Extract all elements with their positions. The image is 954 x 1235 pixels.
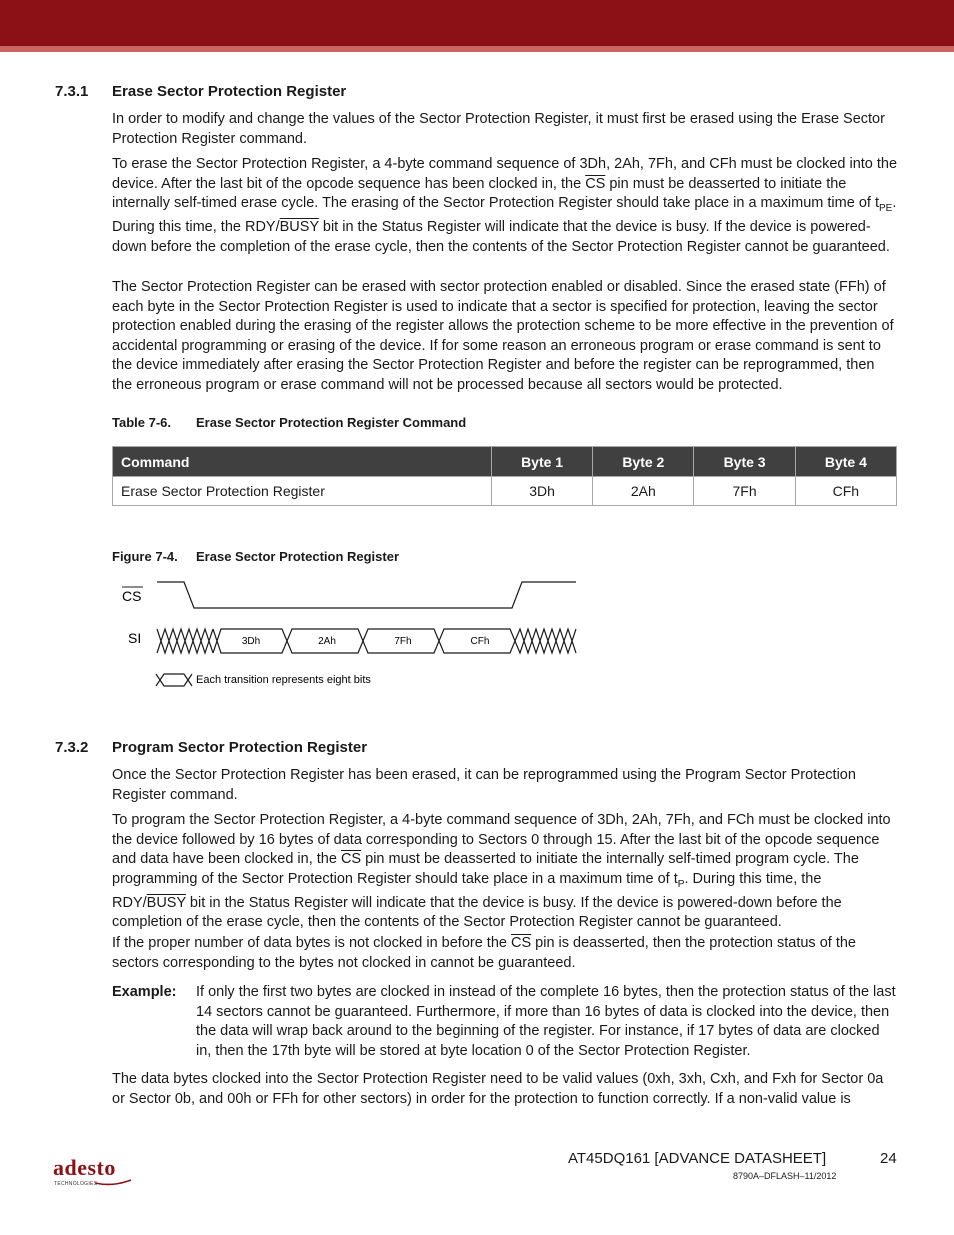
- byte-label: 2Ah: [318, 636, 336, 647]
- page-number: 24: [880, 1150, 897, 1167]
- header-bar: [0, 0, 954, 46]
- document-number: 8790A–DFLASH–11/2012: [733, 1171, 837, 1181]
- table-cell: Erase Sector Protection Register: [113, 477, 492, 506]
- cs-waveform: [157, 582, 576, 608]
- cs-signal-overline: $\overline{CS}$: [340, 851, 362, 867]
- example-label: Example:: [112, 984, 177, 1000]
- header-accent-bar: [0, 46, 954, 52]
- busy-signal-overline: BUSY: [279, 219, 319, 236]
- paragraph: Once the Sector Protection Register has been erased, it can be reprogrammed using the Program Sector Protection Register command.: [112, 767, 856, 803]
- si-leading-transitions: [157, 629, 213, 653]
- paragraph: [112, 934, 898, 973]
- footer-document-title: AT45DQ161 [ADVANCE DATASHEET]: [568, 1150, 827, 1167]
- cs-signal-overline: $\overline{CS}$: [585, 175, 606, 192]
- table-cell: 7Fh: [694, 477, 795, 506]
- si-trailing-transitions: [515, 629, 576, 653]
- legend-transition-symbol: [156, 674, 192, 686]
- cs-label: CS: [122, 588, 142, 604]
- logo-swoosh: [95, 1180, 131, 1184]
- command-table: [112, 446, 897, 506]
- text-run: . During this time, the RDY/: [112, 195, 897, 236]
- example-text: If only the first two bytes are clocked in instead of the complete 16 bytes, then the protection status of the last 14 sectors cannot be guaranteed. Furthermore, if more than 16 bytes of data is clocked into the device, then the data will wrap back around to the beginning of the register. For instance, if 17 bytes of data are clocked in, then the 17th byte will be stored at byte location 0 of the Sector Protection Register.: [196, 984, 896, 1059]
- section-number: 7.3.2: [55, 739, 89, 756]
- section-title: Program Sector Protection Register: [112, 739, 368, 756]
- table-caption-title: Erase Sector Protection Register Command: [196, 415, 467, 430]
- paragraph: The data bytes clocked into the Sector Protection Register need to be valid values (0xh, 3xh, Cxh, and Fxh for Sector 0a or Sector 0b, and 00h or FFh for other sectors) in order for the protection to function correctly. If a non-valid value is: [112, 1071, 884, 1107]
- table-header-cell: Command: [113, 447, 492, 477]
- section-number: 7.3.1: [55, 83, 89, 100]
- text-run: bit in the Status Register will indicate that the device is busy. If the device is powered-down before the completion of the erase cycle, then the contents of the Sector Protection Register cannot be guaranteed.: [112, 219, 890, 255]
- table-header-cell: Byte 3: [694, 447, 795, 477]
- text-run: To program the Sector Protection Register, a 4-byte command sequence of 3Dh, 2Ah, 7Fh, and FCh must be clocked into the device followed by 16 bytes of data corresponding to Sectors 0 through 15. After the last bit of the opcode sequence and data have been clocked in, the: [112, 812, 891, 867]
- table-cell: 2Ah: [593, 477, 694, 506]
- si-label: SI: [128, 630, 142, 646]
- text-run: pin must be deasserted to initiate the internally self-timed program cycle. The programming of the Sector Protection Register should take place in a maximum time of t: [112, 851, 859, 887]
- table-cell: CFh: [795, 477, 896, 506]
- figure-caption-title: Erase Sector Protection Register: [196, 549, 400, 564]
- legend-text: Each transition represents eight bits: [196, 674, 371, 686]
- text-run: bit in the Status Register will indicate that the device is busy. If the device is powered-down before the completion of the erase cycle, then the contents of the Sector Protection Register cannot be guaranteed.: [112, 894, 842, 931]
- figure-caption: [112, 549, 400, 564]
- subscript: PE: [878, 202, 893, 214]
- table-header-cell: Byte 4: [795, 447, 896, 477]
- paragraph: [112, 811, 898, 933]
- table-cell: 3Dh: [491, 477, 592, 506]
- figure-caption-number: Figure 7-4.: [112, 549, 178, 564]
- text-run: pin must be deasserted to initiate the internally self-timed erase cycle. The erasing of the Sector Protection Register should take place in a maximum time of t: [112, 175, 879, 211]
- subscript: P: [677, 878, 685, 890]
- cs-signal-overline: $\overline{CS}$: [510, 935, 532, 951]
- busy-signal-overline: BUSY: [146, 894, 186, 911]
- logo-wordmark: adesto: [53, 1156, 116, 1180]
- text-run: pin is deasserted, then the protection status of the sectors corresponding to the bytes not clocked in cannot be guaranteed.: [112, 935, 856, 971]
- text-run: To erase the Sector Protection Register, a 4-byte command sequence of 3Dh, 2Ah, 7Fh, and CFh must be clocked into the device. After the last bit of the opcode sequence has been clocked in, the: [112, 156, 898, 192]
- paragraph: The Sector Protection Register can be erased with sector protection enabled or disabled. Since the erased state (FFh) of each byte in the Sector Protection Register is used to indicate that a sector is specified for protection, leaving the sector protection enabled during the erasing of the register allows the protection scheme to be more effective in the prevention of accidental programming or erasing of the device. If for some reason an erroneous program or erase command is sent to the device immediately after erasing the Sector Protection Register and before the register can be reprogrammed, then the erroneous program or erase command will not be processed because all sectors would be protected.: [112, 279, 894, 393]
- timing-diagram: [112, 575, 592, 695]
- paragraph: [112, 155, 898, 257]
- table-header-cell: Byte 1: [491, 447, 592, 477]
- text-run: If the proper number of data bytes is not clocked in before the: [112, 935, 511, 951]
- paragraph: In order to modify and change the values of the Sector Protection Register, it must first be erased using the Erase Sector Protection Register command.: [112, 111, 885, 147]
- logo-subtext: TECHNOLOGIES: [54, 1181, 98, 1187]
- byte-label: 3Dh: [241, 636, 261, 647]
- table-row: [113, 477, 897, 506]
- adesto-logo: [53, 1156, 137, 1188]
- byte-label: CFh: [470, 636, 490, 647]
- table-caption-number: Table 7-6.: [112, 415, 172, 430]
- byte-label: 7Fh: [394, 636, 412, 647]
- table-header-row: [113, 447, 897, 477]
- table-caption: [112, 415, 467, 430]
- table-header-cell: Byte 2: [593, 447, 694, 477]
- text-run: . During this time, the RDY/: [112, 870, 822, 911]
- section-title: Erase Sector Protection Register: [112, 83, 347, 100]
